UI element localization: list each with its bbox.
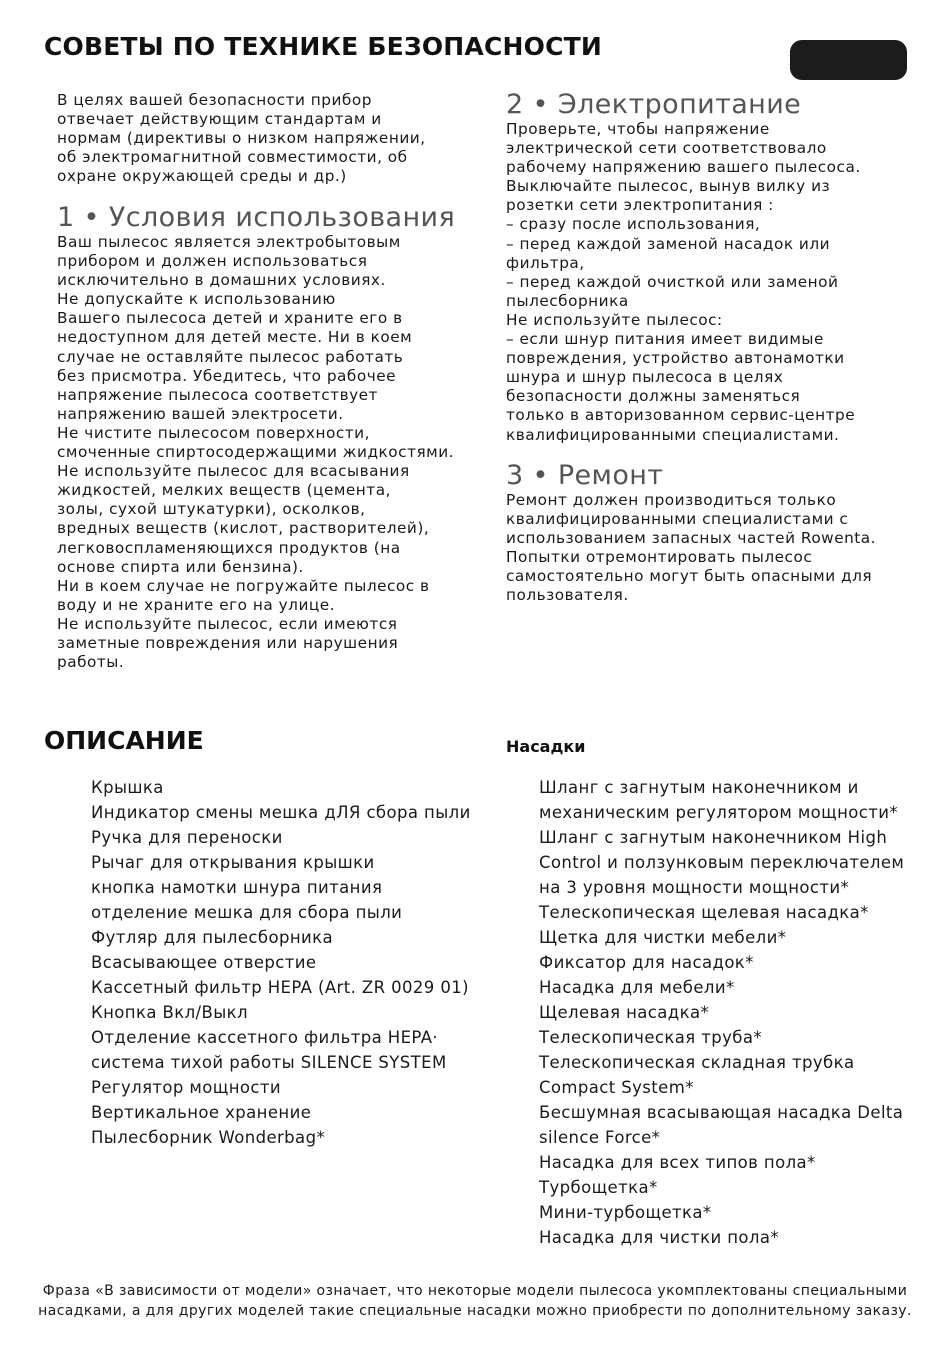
language-tab xyxy=(790,40,907,80)
list-item: система тихой работы SILENCE SYSTEM xyxy=(91,1053,447,1072)
list-item: Кнопка Вкл/Выкл xyxy=(91,1003,248,1022)
section-text: Проверьте, чтобы напряжение электрической сети соответствовало рабочему напряжению вашего пылесоса. Выключайте пылесос, вынув вилку из розетки сети электропитания : – сразу после использования, – перед каждой заменой насадок или фильтра, – перед каждой очисткой или заменой пылесборника Не используйте пылесос: – если шнур питания имеет видимые повреждения, устройство автонамотки шнура и шнур пылесоса в целях безопасности должны заменяться только в авторизованном сервис-центре квалифицированными специалистами. xyxy=(506,120,861,444)
section-power-supply xyxy=(506,90,926,445)
list-item: Щетка для чистки мебели* xyxy=(539,928,787,947)
section-heading: 2 • Электропитание xyxy=(506,89,802,120)
section-repair xyxy=(506,461,926,606)
list-item: Всасывающее отверстие xyxy=(91,953,317,972)
list-item: Ручка для переноски xyxy=(91,828,283,847)
list-item: Телескопическая складная трубка Compact System* xyxy=(539,1053,855,1097)
list-item: Футляр для пылесборника xyxy=(91,928,334,947)
list-item: Вертикальное хранение xyxy=(91,1103,312,1122)
list-item: Насадка для чистки пола* xyxy=(539,1228,780,1247)
footnote: Фраза «В зависимости от модели» означает, что некоторые модели пылесоса укомплектованы специальными насадками, а для других моделей такие специальные насадки можно приобрести по дополнительному заказу. xyxy=(38,1283,912,1319)
list-item: Бесшумная всасывающая насадка Delta silence Force* xyxy=(539,1103,904,1147)
page-title: СОВЕТЫ ПО ТЕХНИКЕ БЕЗОПАСНОСТИ xyxy=(44,32,603,61)
list-item: Регулятор мощности xyxy=(91,1078,282,1097)
attachments-title: Насадки xyxy=(506,737,586,756)
list-item: отделение мешка для сбора пыли xyxy=(91,903,403,922)
list-item: Отделение кассетного фильтра HEPA· xyxy=(91,1028,439,1047)
attachments-list xyxy=(539,775,919,1250)
section-text: Ваш пылесос является электробытовым прибором и должен использоваться исключительно в домашних условиях. Не допускайте к использованию Вашего пылесоса детей и храните его в недоступном для детей месте. Ни в коем случае не оставляйте пылесос работать без присмотра. Убедитесь, что рабочее напряжение пылесоса соответствует напряжению вашей электросети. Не чистите пылесосом поверхности, смоченные спиртосодержащими жидкостями. Не используйте пылесос для всасывания жидкостей, мелких веществ (цемента, золы, сухой штукатурки), осколков, вредных веществ (кислот, растворителей), легковоспламеняющихся продуктов (на основе спирта или бензина). Ни в коем случае не погружайте пылесос в воду и не храните его на улице. Не используйте пылесос, если имеются заметные повреждения или нарушения работы. xyxy=(57,233,455,672)
list-item: Шланг с загнутым наконечником и механическим регулятором мощности* xyxy=(539,778,899,822)
list-item: Кассетный фильтр HEPA (Art. ZR 0029 01) xyxy=(91,978,469,997)
list-item: Фиксатор для насадок* xyxy=(539,953,754,972)
list-item: Турбощетка* xyxy=(539,1178,658,1197)
list-item: Телескопическая труба* xyxy=(539,1028,762,1047)
list-item: Шланг с загнутым наконечником High Control и ползунковым переключателем на 3 уровня мощности мощности* xyxy=(539,828,905,897)
list-item: Телескопическая щелевая насадка* xyxy=(539,903,869,922)
description-list xyxy=(91,775,491,1150)
section-text: Ремонт должен производиться только квалифицированными специалистами с использованием запасных частей Rowenta. Попытки отремонтировать пылесос самостоятельно могут быть опасными для пользователя. xyxy=(506,491,877,605)
list-item: Мини-турбощетка* xyxy=(539,1203,712,1222)
section-usage-conditions xyxy=(57,203,477,672)
description-title: ОПИСАНИЕ xyxy=(44,726,204,755)
list-item: Крышка xyxy=(91,778,164,797)
list-item: Насадка для мебели* xyxy=(539,978,735,997)
list-item: Рычаг для открывания крышки xyxy=(91,853,375,872)
list-item: Индикатор смены мешка дЛЯ сбора пыли xyxy=(91,803,471,822)
section-heading: 1 • Условия использования xyxy=(57,202,456,233)
list-item: кнопка намотки шнура питания xyxy=(91,878,383,897)
list-item: Насадка для всех типов пола* xyxy=(539,1153,816,1172)
section-heading: 3 • Ремонт xyxy=(506,460,664,491)
list-item: Щелевая насадка* xyxy=(539,1003,710,1022)
list-item: Пылесборник Wonderbag* xyxy=(91,1128,326,1147)
safety-intro: В целях вашей безопасности прибор отвечает действующим стандартам и нормам (директивы о низком напряжении, об электромагнитной совместимости, об охране окружающей среды и др.) xyxy=(57,91,426,186)
